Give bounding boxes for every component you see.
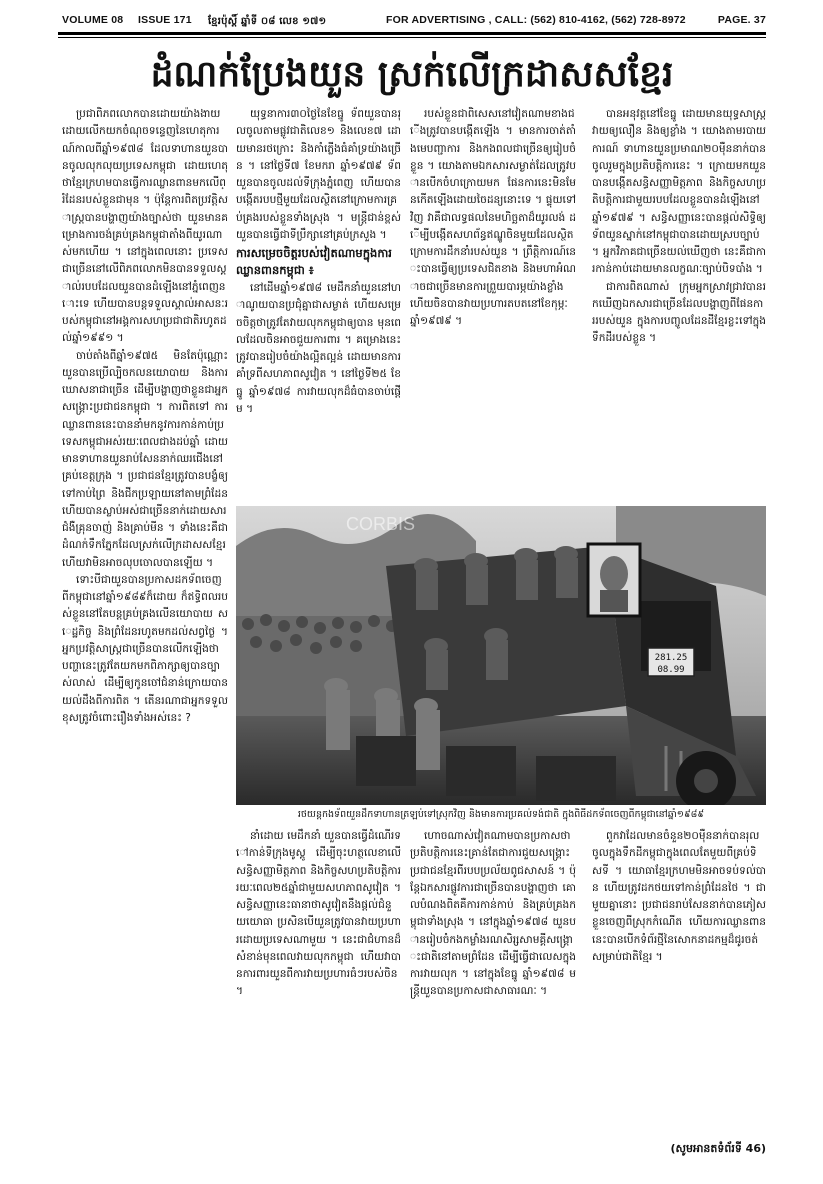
advertising-contact: FOR ADVERTISING , CALL: (562) 810-4162, (562) 728-8972 [386,14,686,26]
news-photo [236,506,766,805]
corbis-watermark: CORBIS [346,514,416,534]
article-column-1 [62,106,228,1160]
article-column-4 [592,106,766,506]
header-rule-thick [58,32,766,35]
volume-label: VOLUME 08 [62,14,124,26]
paragraph: ចាប់តាំងពីឆ្នាំ១៩៧៥ មិនតែប៉ុណ្ណោះ យួនបានប្រើល្បិចកលនយោបាយ និងការឃោសនាជាច្រើន ដើម្បីបង្ហាញថាខ្លួនជាអ្នកសង្គ្រោះប្រជាជនកម្ពុជា ។ ការពិតទៅ ការឈ្លានពាននេះបាននាំមកនូវការកាន់កាប់ប្រទេសកម្ពុជាអស់រយៈពេលជាងដប់ឆ្នាំ ដោយមានទាហានយួនរាប់សែននាក់ឈរជើងនៅគ្រប់ខេត្តក្រុង ។ ប្រជាជនខ្មែរត្រូវបានបង្ខំឲ្យទៅកាប់ព្រៃ និងជីកប្រឡាយនៅតាមព្រំដែន ហើយបានស្លាប់អស់ជាច្រើននាក់ដោយសារជំងឺគ្រុនចាញ់ និងគ្រាប់មីន ។ ទាំងនេះគឺជាដំណក់ទឹកភ្នែកដែលស្រក់លើក្រដាសសខ្មែរ ហើយវាមិនអាចលុបចោលបានឡើយ ។ [62,349,228,569]
plate-number-second: 08.99 [657,665,685,675]
issue-label: ISSUE 171 [138,14,192,26]
paragraph: ហោចណាស់វៀតណាមបានប្រកាសថា ប្រតិបត្តិការនេះគ្រាន់តែជាការជួយសង្គ្រោះប្រជាជនខ្មែរពីរបបប្រល័យពូជសាសន៍ ។ ប៉ុន្តែឯកសារផ្លូវការជាច្រើនបានបង្ហាញថា គោលបំណងពិតគឺការកាន់កាប់ និងគ្រប់គ្រងកម្ពុជាទាំងស្រុង ។ នៅក្នុងឆ្នាំ១៩៧៨ យួនបានរៀបចំកងកម្លាំងរណសិរ្សសាមគ្គីសង្គ្រោះជាតិនៅតាមព្រំដែន ដើម្បីធ្វើជាលេសក្នុងការវាយលុក ។ នៅក្នុងខែធ្នូ ឆ្នាំ១៩៧៨ មន្ត្រីយួនបានប្រកាសជាសាធារណៈ ។ [410,830,576,998]
article-column-3 [410,106,576,506]
paragraph: ជាការពិតណាស់ ក្រុមអ្នកស្រាវជ្រាវបានរកឃើញឯកសារជាច្រើនដែលបង្ហាញពីផែនការរបស់យួន ក្នុងការបញ្ចូលដែនដីខ្មែរខ្លះទៅក្នុងទឹកដីរបស់ខ្លួន ។ [592,280,766,345]
paragraph: ពួកវាដែលមានចំនួន២០ម៉ឺននាក់បានរុលចូលក្នុងទឹកដីកម្ពុជាក្នុងពេលតែមួយពីគ្រប់ទិសទី ។ យោធាខ្មែរក្រហមមិនអាចទប់ទល់បាន ហើយត្រូវដកថយទៅកាន់ព្រំដែនថៃ ។ ជាមួយគ្នានោះ ប្រជាជនរាប់សែននាក់បានភៀសខ្លួនចេញពីស្រុកកំណើត ហើយការឈ្លានពាននេះបានបើកទំព័រថ្មីនៃសោកនាដកម្មដ៏ជូរចត់សម្រាប់ជាតិខ្មែរ ។ [592,830,766,963]
paragraph: ប្រជាពិភពលោកបានដោយយ៉ាងងាយ ដោយលើកយកចំណុចទន្ទេញនៃហេតុការណ៍កាលពីឆ្នាំ១៩៧៨ ដែលទាហានយួនបានចូលលុកលុយប្រទេសកម្ពុជា ដោយហេតុថាខ្មែរក្រហមបានធ្វើការឈ្លានពានមកលើព្រំដែនរបស់ខ្លួនជាមុន ។ ប៉ុន្តែការពិតប្រវត្តិសាស្ត្របានបង្ហាញយ៉ាងច្បាស់ថា យួនមានគម្រោងការចង់គ្រប់គ្រងកម្ពុជាតាំងពីយូរណាស់មកហើយ ។ នៅក្នុងពេលនោះ ប្រទេសជាច្រើននៅលើពិភពលោកមិនបានទទួលស្គាល់របបដែលយួនបានដំឡើងនៅភ្នំពេញនោះទេ ហើយបានបន្តទទួលស្គាល់អាសនៈរបស់កម្ពុជានៅអង្គការសហប្រជាជាតិរហូតដល់ឆ្នាំ១៩៩១ ។ [62,108,228,345]
paragraph: នាំដោយ មេដឹកនាំ យួនបានធ្វើដំណើរទៅកាន់ទីក្រុងមូស្គូ ដើម្បីចុះហត្ថលេខាលើសន្ធិសញ្ញាមិត្តភាព និងកិច្ចសហប្រតិបត្តិការរយៈពេល២៥ឆ្នាំជាមួយសហភាពសូវៀត ។ សន្ធិសញ្ញានេះធានាថាសូវៀតនឹងផ្តល់ជំនួយយោធា ប្រសិនបើយួនត្រូវបានវាយប្រហារដោយប្រទេសណាមួយ ។ នេះជាជំហានដ៏សំខាន់មុនពេលវាយលុកកម្ពុជា ហើយវាបានការពារយួនពីការវាយប្រហារធំៗរបស់ចិន ។ [236,830,401,998]
photo-caption: រថយន្តកងទ័ពយួនដឹកទាហានត្រឡប់ទៅស្រុកវិញ និងមានការប្រគល់ទង់ជាតិ ក្នុងពិធីដកទ័ពចេញពីកម្ពុជានៅឆ្នាំ១៩៨៩ [297,809,705,820]
article-column-2 [236,106,401,506]
article-column-4-lower [592,828,766,1133]
article-column-3-lower [410,828,576,1160]
paragraph: យុទ្ធនាការ៣០ថ្ងៃនៃខែធ្នូ ទ័ពយួនបានរុលចូលតាមផ្លូវជាតិលេខ១ និងលេខ៧ ដោយមានរថក្រោះ និងកាំភ្លើងធំគាំទ្រយ៉ាងច្រើន ។ នៅថ្ងៃទី៧ ខែមករា ឆ្នាំ១៩៧៩ ទ័ពយួនបានចូលដល់ទីក្រុងភ្នំពេញ ហើយបានបង្កើតរបបថ្មីមួយដែលស្ថិតនៅក្រោមការគ្រប់គ្រងរបស់ខ្លួនទាំងស្រុង ។ មន្ត្រីជាន់ខ្ពស់យួនបានធ្វើជាទីប្រឹក្សានៅគ្រប់ក្រសួង ។ [236,108,401,241]
paragraph: ទោះបីជាយួនបានប្រកាសដកទ័ពចេញពីកម្ពុជានៅឆ្នាំ១៩៨៩ក៏ដោយ ក៏ឥទ្ធិពលរបស់ខ្លួននៅតែបន្តគ្រប់គ្រងលើនយោបាយ សេដ្ឋកិច្ច និងព្រំដែនរហូតមកដល់សព្វថ្ងៃ ។ អ្នកប្រវត្តិសាស្ត្រជាច្រើនបានលើកឡើងថា បញ្ហានេះត្រូវតែយកមកពិភាក្សាឲ្យបានច្បាស់លាស់ ដើម្បីឲ្យកូនចៅជំនាន់ក្រោយបានយល់ដឹងពីការពិត ។ តើនរណាជាអ្នកទទួលខុសត្រូវចំពោះរឿងទាំងអស់នេះ ? [62,573,228,724]
continued-on-page[interactable]: (សូមអានតទំព័រទី 46) [670,1142,766,1155]
khmer-issue-date: ខ្មែរប៉ុស្ដិ៍ ឆ្នាំទី ០៨ លេខ ១៧១ [208,16,327,27]
section-heading: ការសម្រេចចិត្តរបស់វៀតណាមក្នុងការឈ្លានពានកម្ពុជា ៖ [236,246,392,277]
paragraph: នៅដើមឆ្នាំ១៩៧៨ មេដឹកនាំយួននៅហាណូយបានប្រជុំគ្នាជាសម្ងាត់ ហើយសម្រេចចិត្តថាត្រូវតែវាយលុកកម្ពុជាឲ្យបាន មុនពេលដែលចិនអាចជួយការពារ ។ គម្រោងនេះត្រូវបានរៀបចំយ៉ាងល្អិតល្អន់ ដោយមានការគាំទ្រពីសហភាពសូវៀត ។ នៅថ្ងៃទី២៥ ខែធ្នូ ឆ្នាំ១៩៧៨ ការវាយលុកដ៏ធំបានចាប់ផ្តើម ។ [236,282,401,415]
article-column-2-lower [236,828,401,1160]
plate-number: 281.25 [654,653,688,663]
paragraph: បានអនុវត្តនៅខែធ្នូ ដោយមានយុទ្ធសាស្ត្រវាយឲ្យលឿន និងឲ្យខ្លាំង ។ យោងតាមរបាយការណ៍ ទាហានយួនប្រមាណ២០ម៉ឺននាក់បានចូលរួមក្នុងប្រតិបត្តិការនេះ ។ ក្រោយមកយួនបានបង្កើតសន្ធិសញ្ញាមិត្តភាព និងកិច្ចសហប្រតិបត្តិការជាមួយរបបដែលខ្លួនបានដំឡើងនៅឆ្នាំ១៩៧៩ ។ សន្ធិសញ្ញានេះបានផ្តល់សិទ្ធិឲ្យទ័ពយួនស្នាក់នៅកម្ពុជាបានដោយស្របច្បាប់ ។ អ្នកវិភាគជាច្រើនយល់ឃើញថា នេះគឺជាការកាន់កាប់ដោយមានលក្ខណៈច្បាប់បិទបាំង ។ [592,108,766,276]
headline: ដំណក់ប្រែងយួន ស្រក់លើក្រដាសសខ្មែរ [150,53,674,95]
photo-illustration [236,506,766,805]
page-number: PAGE. 37 [717,14,766,26]
header-rule-thin [58,37,766,38]
page-header [62,14,766,28]
paragraph: របស់ខ្លួនជាពិសេសនៅវៀតណាមខាងជើងត្រូវបានបង្កើតឡើង ។ មានការចាត់តាំងមេបញ្ជាការ និងកងពលជាច្រើនឲ្យរៀបចំខ្លួន ។ យោងតាមឯកសារសម្ងាត់ដែលត្រូវបានបើកចំហក្រោយមក ផែនការនេះមិនមែនកើតឡើងដោយចៃដន្យនោះទេ ។ ផ្ទុយទៅវិញ វាគឺជាលទ្ធផលនៃមហិច្ឆតាដ៏យូរលង់ ដើម្បីបង្កើតសហព័ន្ធឥណ្ឌូចិនមួយដែលស្ថិតក្រោមការដឹកនាំរបស់យួន ។ ព្រឹត្តិការណ៍នេះបានធ្វើឲ្យប្រទេសជិតខាង និងមហាអំណាចជាច្រើនមានការព្រួយបារម្ភយ៉ាងខ្លាំង ហើយចិនបានវាយប្រហារតបតនៅខែកុម្ភៈ ឆ្នាំ១៩៧៩ ។ [410,108,576,327]
